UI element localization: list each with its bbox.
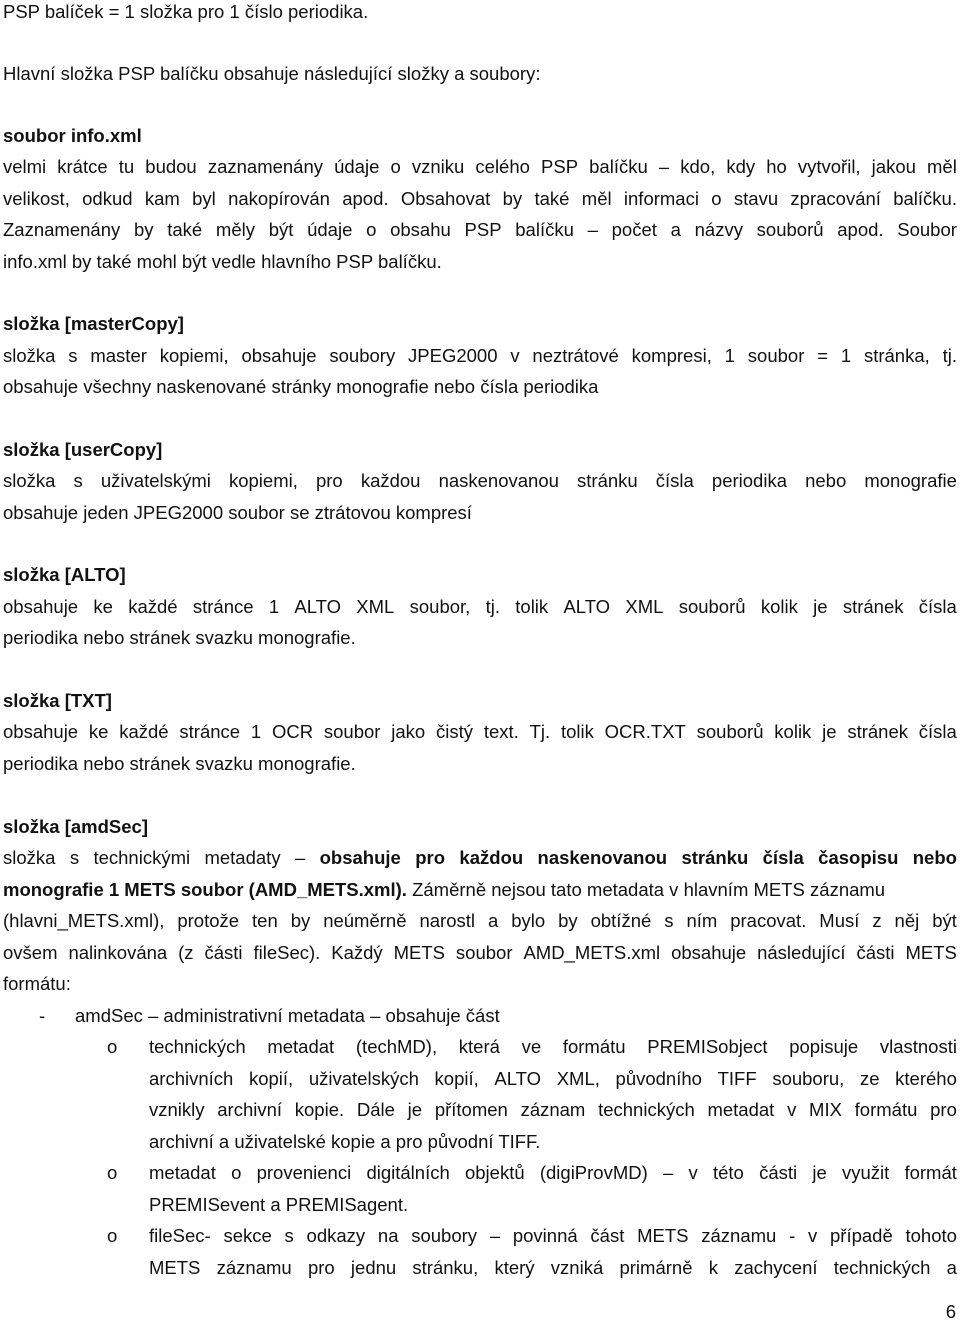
word: v: [510, 345, 520, 366]
word: kolik: [760, 596, 798, 617]
word: budou: [145, 156, 197, 177]
word: by: [133, 219, 154, 240]
word: zachycení: [734, 1257, 818, 1278]
word: 1: [840, 345, 852, 366]
word: záznam: [520, 1099, 586, 1120]
word: a: [670, 219, 681, 240]
word: JPEG2000: [408, 345, 498, 366]
word: (digiProvMD): [539, 1162, 648, 1183]
word: informaci: [623, 188, 699, 209]
word: odkazy: [306, 1225, 366, 1246]
word: fileSec).: [253, 942, 321, 963]
word: ním: [686, 910, 718, 931]
word: údaje: [334, 156, 380, 177]
filesec-item-line: [149, 1256, 957, 1280]
word: původního: [615, 1068, 702, 1089]
word: nebo: [805, 470, 847, 491]
word: soubor,: [409, 596, 471, 617]
word: být: [268, 219, 294, 240]
word: AMD_METS.xml: [523, 942, 661, 963]
word: kopie.: [294, 1099, 345, 1120]
word: Obsahovat: [400, 188, 491, 209]
digiprov-item-line: PREMISevent a PREMISagent.: [149, 1194, 409, 1215]
word: primárně: [619, 1257, 693, 1278]
techmd-item-line: [149, 1035, 957, 1059]
word: měl: [927, 156, 957, 177]
word: stránku: [577, 470, 638, 491]
word: ALTO: [494, 1068, 542, 1089]
word: metadat: [267, 1036, 335, 1057]
circle-bullet: o: [107, 1225, 118, 1246]
circle-bullet: o: [107, 1162, 118, 1183]
word: OCR.TXT: [604, 721, 686, 742]
word: a: [487, 910, 499, 931]
word: soubory: [329, 345, 396, 366]
word: z: [872, 910, 882, 931]
word: ze: [859, 1068, 880, 1089]
word: přítomen: [434, 1099, 508, 1120]
word: měly: [215, 219, 255, 240]
word: PSP: [541, 156, 579, 177]
word: čísla: [762, 847, 804, 868]
word: celého: [475, 156, 530, 177]
word: PSP: [464, 219, 502, 240]
word: archivní: [217, 1099, 283, 1120]
word: nalinkována: [68, 942, 168, 963]
word: stránku,: [412, 1257, 479, 1278]
word: soubor: [323, 721, 381, 742]
word: počet: [611, 219, 657, 240]
word: byl: [192, 188, 216, 209]
word: PREMISobject: [647, 1036, 768, 1057]
word: obsahuje: [241, 345, 317, 366]
word: kopiemi,: [159, 345, 229, 366]
word: formátu: [562, 1036, 626, 1057]
word: Dále: [356, 1099, 395, 1120]
word: souborů: [696, 721, 764, 742]
word: kam: [144, 188, 180, 209]
word: odkud: [82, 188, 133, 209]
amdsec-list-item: amdSec – administrativní metadata – obsahuje část: [75, 1005, 500, 1026]
mastercopy-paragraph-line: obsahuje všechny naskenované stránky monografie nebo čísla periodika: [3, 376, 599, 397]
word: soubor: [747, 345, 805, 366]
word: části: [759, 1162, 798, 1183]
word: METS: [149, 1257, 201, 1278]
word: být: [932, 910, 957, 931]
word: čistý: [436, 721, 474, 742]
usercopy-paragraph-line: [3, 469, 957, 493]
info-paragraph-line: [3, 187, 957, 211]
alto-heading: složka [ALTO]: [3, 564, 126, 585]
amdsec-paragraph-line: [3, 846, 957, 870]
word: ten: [252, 910, 278, 931]
word: ve: [521, 1036, 542, 1057]
info-paragraph-line: [3, 218, 957, 242]
word: velmi: [3, 156, 47, 177]
word: a: [946, 1257, 957, 1278]
word: formát: [904, 1162, 957, 1183]
word: by: [502, 188, 523, 209]
page-number: 6: [945, 1301, 956, 1322]
amdsec-text-fragment: Záměrně nejsou tato metadata v hlavním METS záznamu: [406, 879, 886, 900]
word: s: [73, 470, 83, 491]
word: o: [711, 188, 722, 209]
word: soubor: [455, 942, 513, 963]
txt-heading: složka [TXT]: [3, 690, 112, 711]
main-folder-intro: Hlavní složka PSP balíčku obsahuje následující složky a soubory:: [3, 63, 541, 84]
word: tohoto: [905, 1225, 957, 1246]
word: tu: [118, 156, 135, 177]
word: zaznamenány: [207, 156, 324, 177]
word: periodika: [711, 470, 787, 491]
word: XML,: [556, 1068, 600, 1089]
amdsec-paragraph-line: formátu:: [3, 973, 71, 994]
word: XML: [625, 596, 664, 617]
word: stránek: [842, 596, 904, 617]
word: (hlavni_METS.xml),: [3, 910, 165, 931]
word: apod.: [342, 188, 389, 209]
word: pro: [315, 470, 343, 491]
word: záznamu: [701, 1225, 777, 1246]
word: je: [822, 721, 837, 742]
word: složka: [3, 847, 56, 868]
word: pracovat.: [730, 910, 807, 931]
word: popisuje: [789, 1036, 859, 1057]
amdsec-heading: složka [amdSec]: [3, 816, 148, 837]
word: pro: [930, 1099, 957, 1120]
word: –: [294, 847, 306, 868]
word: OCR: [271, 721, 314, 742]
word: technických: [598, 1099, 695, 1120]
word: každou: [459, 847, 524, 868]
word: uživatelskými: [100, 470, 211, 491]
word: o: [390, 156, 401, 177]
word: v: [808, 1225, 818, 1246]
word: souborů: [756, 219, 824, 240]
word: obtížné: [590, 910, 652, 931]
word: (z: [178, 942, 194, 963]
word: Musí: [819, 910, 860, 931]
word: jako: [391, 721, 426, 742]
word: čísla: [918, 721, 957, 742]
techmd-item-line: [149, 1067, 957, 1091]
word: na: [377, 1225, 399, 1246]
word: části: [856, 942, 895, 963]
word: technickými: [93, 847, 191, 868]
digiprov-item-line: [149, 1161, 957, 1185]
word: o: [231, 1162, 242, 1183]
word: této: [712, 1162, 744, 1183]
word: stavu: [733, 188, 779, 209]
word: krátce: [57, 156, 108, 177]
word: něj: [894, 910, 920, 931]
word: fileSec-: [149, 1225, 211, 1246]
word: kopií,: [248, 1068, 294, 1089]
word: kdo,: [680, 156, 716, 177]
amdsec-bold-fragment: monografie 1 METS soubor (AMD_METS.xml).: [3, 879, 407, 900]
word: také: [167, 219, 203, 240]
word: s: [68, 345, 78, 366]
word: který: [494, 1257, 535, 1278]
word: v: [787, 1099, 797, 1120]
word: obsahuje: [3, 596, 79, 617]
word: metadaty: [204, 847, 281, 868]
word: neztrátové: [532, 345, 619, 366]
word: nebo: [912, 847, 957, 868]
word: kdy: [726, 156, 756, 177]
word: metadat: [707, 1099, 775, 1120]
word: neúměrně: [323, 910, 407, 931]
word: s: [664, 910, 674, 931]
word: měl: [581, 188, 612, 209]
word: Každý: [331, 942, 383, 963]
mastercopy-heading: složka [masterCopy]: [3, 313, 184, 334]
word: obsahuje: [3, 721, 79, 742]
word: každé: [119, 721, 169, 742]
word: čísla: [918, 596, 957, 617]
word: METS: [905, 942, 957, 963]
word: by: [290, 910, 311, 931]
word: jednu: [350, 1257, 397, 1278]
word: ALTO: [294, 596, 342, 617]
usercopy-heading: složka [userCopy]: [3, 439, 163, 460]
usercopy-paragraph-line: obsahuje jeden JPEG2000 soubor se ztrátovou kompresí: [3, 502, 472, 523]
word: 1: [724, 345, 735, 366]
psp-definition: PSP balíček = 1 složka pro 1 číslo periodika.: [3, 1, 369, 22]
word: technických: [833, 1257, 931, 1278]
word: tolik: [560, 721, 594, 742]
word: naskenovanou: [537, 847, 668, 868]
amdsec-paragraph-line: [3, 878, 885, 902]
word: stránek: [847, 721, 908, 742]
amdsec-paragraph-line: [3, 909, 957, 933]
word: digitálních: [366, 1162, 450, 1183]
word: kopií,: [434, 1068, 479, 1089]
word: –: [663, 1162, 674, 1183]
circle-bullet: o: [107, 1036, 118, 1057]
dash-bullet: -: [39, 1005, 46, 1026]
word: –: [587, 219, 598, 240]
word: ALTO: [563, 596, 611, 617]
word: nakopírován: [228, 188, 330, 209]
word: názvy: [694, 219, 743, 240]
word: část: [590, 1225, 625, 1246]
alto-paragraph-line: periodika nebo stránek svazku monografie.: [3, 627, 356, 648]
word: (techMD),: [355, 1036, 438, 1057]
word: která: [458, 1036, 500, 1057]
word: monografie: [864, 470, 957, 491]
word: text.: [483, 721, 519, 742]
word: soubory: [411, 1225, 478, 1246]
word: stránka,: [863, 345, 930, 366]
word: složka: [3, 345, 56, 366]
word: vzniku: [411, 156, 465, 177]
word: povinná: [512, 1225, 578, 1246]
word: s: [284, 1225, 294, 1246]
word: Zaznamenány: [3, 219, 121, 240]
word: s: [69, 847, 80, 868]
word: čísla: [655, 470, 694, 491]
word: souborů: [678, 596, 746, 617]
word: obsahuje: [319, 847, 401, 868]
word: každé: [128, 596, 178, 617]
word: kompresi,: [631, 345, 712, 366]
word: METS: [637, 1225, 689, 1246]
word: údaje: [307, 219, 353, 240]
word: balíčku: [515, 219, 574, 240]
txt-paragraph-line: periodika nebo stránek svazku monografie.: [3, 753, 356, 774]
word: také: [534, 188, 570, 209]
techmd-item-line: archivní a uživatelské kopie a pro původní TIFF.: [149, 1131, 541, 1152]
word: MIX: [809, 1099, 842, 1120]
word: ke: [88, 721, 109, 742]
word: záznamu: [216, 1257, 292, 1278]
word: souboru,: [772, 1068, 845, 1089]
word: uživatelských: [308, 1068, 419, 1089]
word: balíčku.: [893, 188, 957, 209]
mastercopy-paragraph-line: [3, 344, 957, 368]
word: naskenovanou: [438, 470, 559, 491]
word: následující: [757, 942, 846, 963]
word: metadat: [149, 1162, 216, 1183]
word: sekce: [223, 1225, 272, 1246]
info-xml-heading: soubor info.xml: [3, 125, 142, 146]
word: tolik: [515, 596, 549, 617]
word: zpracování: [790, 188, 881, 209]
word: =: [817, 345, 829, 366]
word: stránce: [192, 596, 254, 617]
word: jakou: [871, 156, 916, 177]
word: ke: [93, 596, 113, 617]
techmd-item-line: [149, 1098, 957, 1122]
word: časopisu: [818, 847, 899, 868]
word: vytvořil,: [797, 156, 861, 177]
word: je: [813, 596, 828, 617]
word: vznikly: [149, 1099, 205, 1120]
word: Soubor: [897, 219, 957, 240]
word: master: [90, 345, 147, 366]
word: XML: [356, 596, 395, 617]
word: archivních: [149, 1068, 234, 1089]
word: formátu: [854, 1099, 918, 1120]
word: objektů: [464, 1162, 525, 1183]
word: Tj.: [529, 721, 551, 742]
word: METS: [393, 942, 445, 963]
info-paragraph-line: info.xml by také mohl být vedle hlavního PSP balíčku.: [3, 251, 442, 272]
word: pro: [415, 847, 446, 868]
alto-paragraph-line: [3, 595, 957, 619]
word: části: [204, 942, 243, 963]
amdsec-paragraph-line: [3, 941, 957, 965]
word: obsahuje: [671, 942, 747, 963]
info-paragraph-line: [3, 155, 957, 179]
word: –: [658, 156, 670, 177]
word: provenienci: [256, 1162, 352, 1183]
word: 1: [268, 596, 280, 617]
word: v: [688, 1162, 698, 1183]
word: stránce: [179, 721, 241, 742]
word: každou: [360, 470, 421, 491]
word: ovšem: [3, 942, 58, 963]
word: tj.: [485, 596, 500, 617]
word: 1: [250, 721, 262, 742]
word: –: [489, 1225, 501, 1246]
word: k: [708, 1257, 718, 1278]
word: protože: [177, 910, 240, 931]
word: TIFF: [717, 1068, 757, 1089]
word: balíčku: [589, 156, 648, 177]
word: využit: [841, 1162, 890, 1183]
word: kolik: [774, 721, 812, 742]
txt-paragraph-line: [3, 720, 957, 744]
word: kterého: [895, 1068, 957, 1089]
word: složka: [3, 470, 56, 491]
word: stránku: [681, 847, 749, 868]
word: velikost,: [3, 188, 70, 209]
word: je: [812, 1162, 827, 1183]
word: technických: [149, 1036, 246, 1057]
word: tj.: [942, 345, 957, 366]
filesec-item-line: [149, 1224, 957, 1248]
word: ho: [766, 156, 787, 177]
word: narostl: [419, 910, 475, 931]
word: pro: [307, 1257, 335, 1278]
word: kopiemi,: [228, 470, 298, 491]
word: bylo: [511, 910, 546, 931]
word: o: [366, 219, 377, 240]
word: -: [789, 1225, 796, 1246]
word: by: [558, 910, 578, 931]
word: je: [407, 1099, 423, 1120]
word: vlastnosti: [879, 1036, 957, 1057]
word: případě: [830, 1225, 893, 1246]
word: vzniká: [550, 1257, 604, 1278]
word: obsahu: [390, 219, 451, 240]
word: apod.: [837, 219, 884, 240]
